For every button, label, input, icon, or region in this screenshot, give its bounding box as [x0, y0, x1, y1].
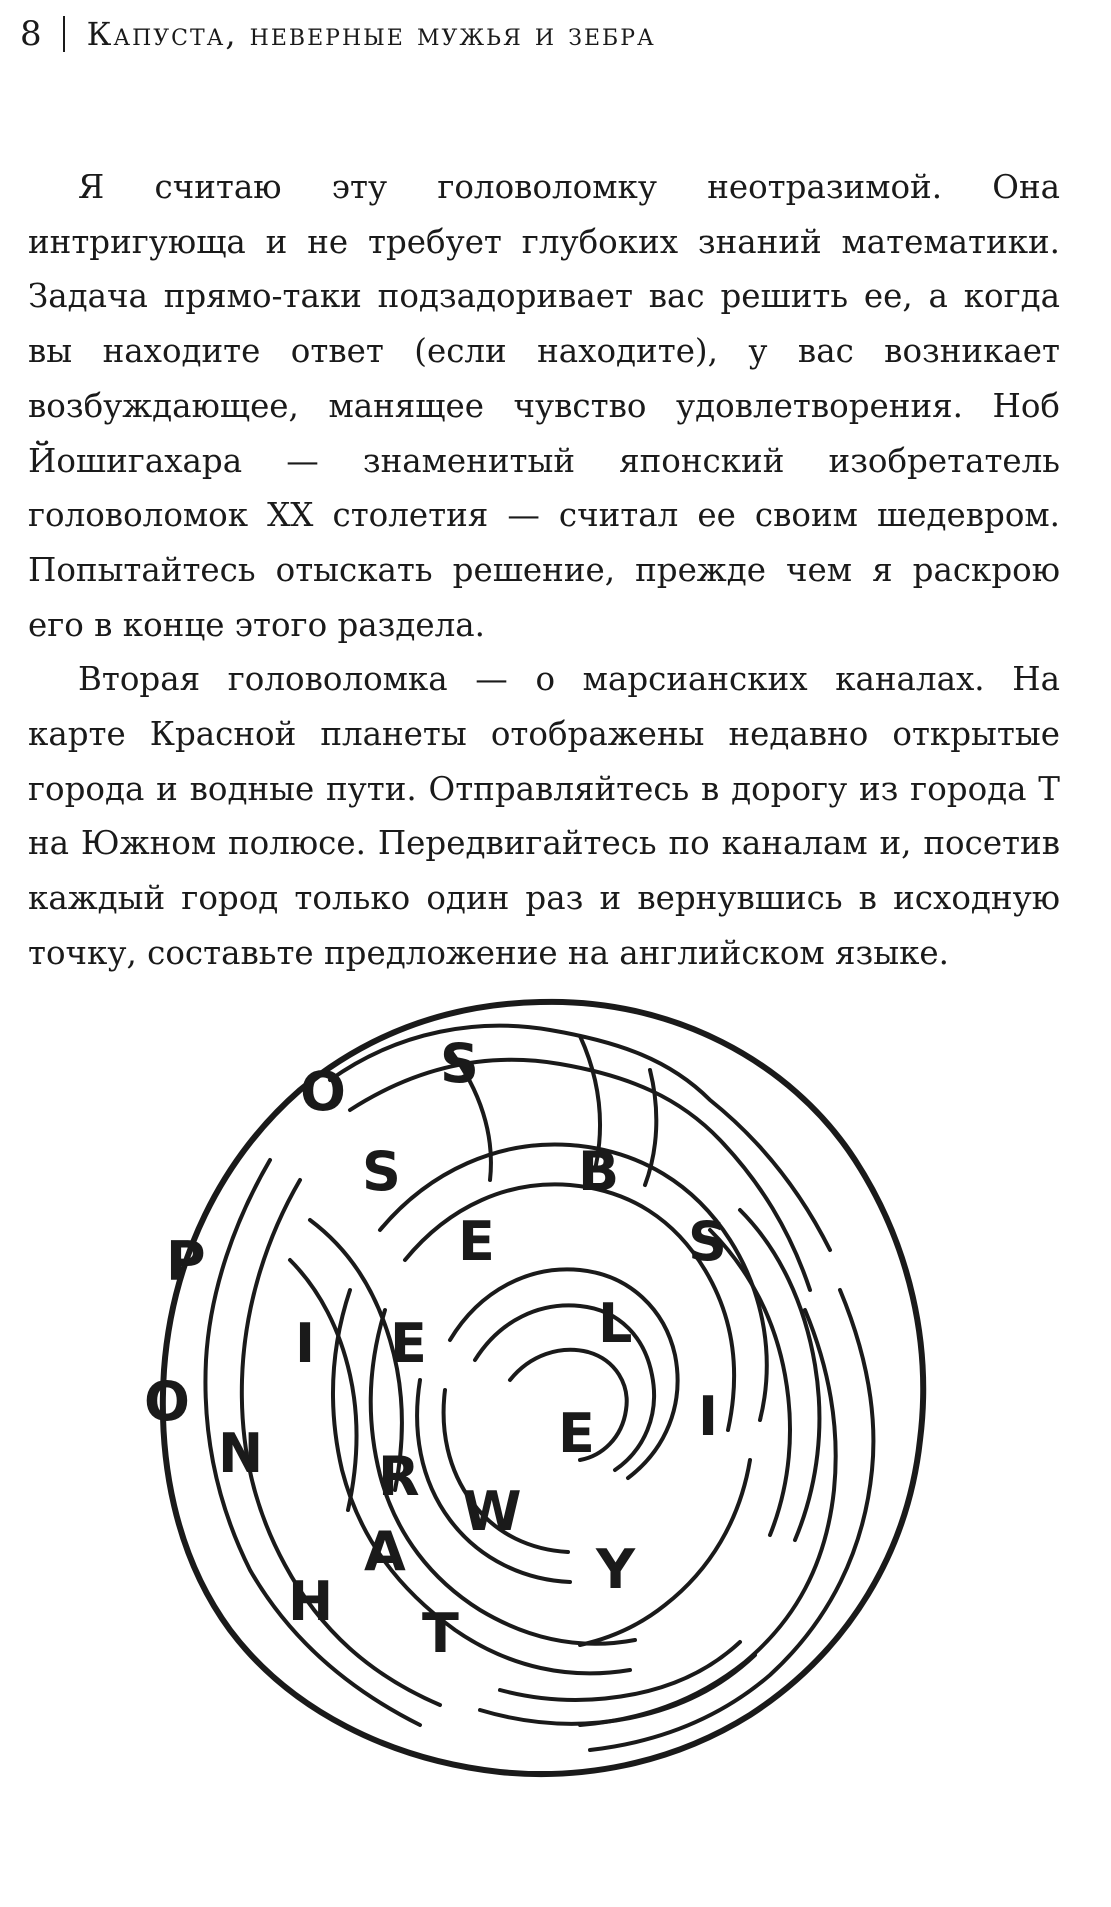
mars-map-svg: [144, 990, 930, 1780]
city-letter: R: [378, 1445, 420, 1508]
city-letter: E: [458, 1210, 495, 1273]
city-letter: L: [598, 1292, 633, 1355]
city-letter: A: [364, 1520, 406, 1583]
city-letter: T: [422, 1602, 459, 1665]
city-letter: P: [166, 1230, 206, 1293]
city-letter: S: [440, 1032, 479, 1095]
mars-canals-map: [144, 990, 930, 1780]
planet-outline: [163, 1002, 923, 1774]
city-letter: H: [288, 1570, 334, 1633]
header-divider: [63, 16, 65, 52]
city-letter: S: [362, 1140, 401, 1203]
city-letter: I: [698, 1385, 719, 1448]
city-letter: N: [218, 1422, 264, 1485]
city-letter: W: [462, 1480, 522, 1543]
city-letter: E: [558, 1402, 595, 1465]
city-letters: [144, 1032, 727, 1665]
city-letter: B: [578, 1140, 620, 1203]
canals: [205, 1026, 873, 1750]
city-letter: O: [300, 1060, 346, 1123]
book-title: Капуста, неверные мужья и зебра: [86, 15, 656, 53]
body-text: [28, 160, 1060, 981]
running-head: [20, 14, 656, 54]
page-number: 8: [20, 14, 43, 54]
paragraph-1: Я считаю эту головоломку неотразимой. Она интригующа и не требует глубоких знаний математики. Задача прямо-таки подзадоривает вас решить ее, а когда вы находите ответ (если находите), у вас возникает возбуждающее, манящее чувство удовлетворения. Ноб Йошигахара — знаменитый японский изобретатель головоломок XX столетия — считал ее своим шедевром. Попытайтесь отыскать решение, прежде чем я раскрою его в конце этого раздела.: [28, 168, 1060, 644]
city-letter: O: [144, 1370, 190, 1433]
paragraph-2: Вторая головоломка — о марсианских каналах. На карте Красной планеты отображены недавно открытые города и водные пути. Отправляйтесь в дорогу из города T на Южном полюсе. Передвигайтесь по каналам и, посетив каждый город только один раз и вернувшись в исходную точку, составьте предложение на английском языке.: [28, 660, 1060, 972]
city-letter: S: [688, 1210, 727, 1273]
city-letter: Y: [596, 1538, 636, 1601]
city-letter: I: [295, 1312, 316, 1375]
city-letter: E: [390, 1312, 427, 1375]
